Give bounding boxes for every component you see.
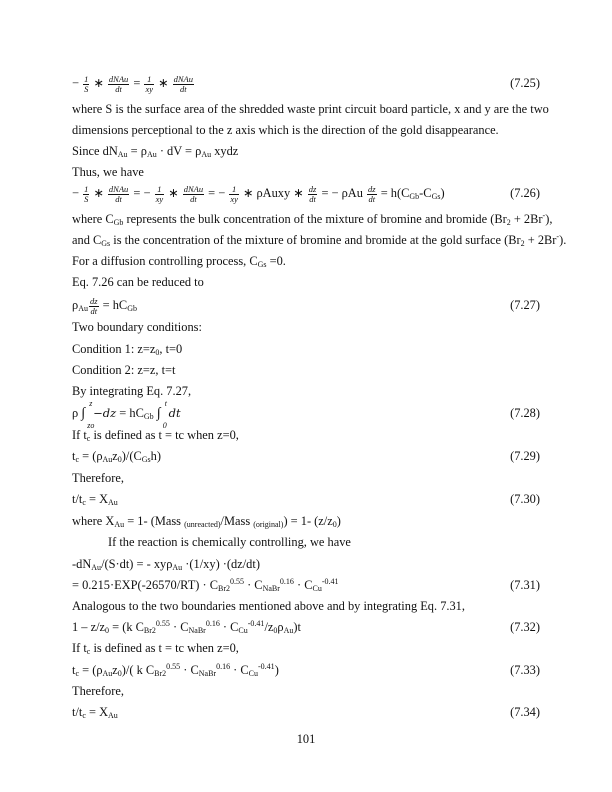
text-segment: · C <box>230 663 249 677</box>
fraction-numerator: dz <box>308 183 317 194</box>
text-segment: = hC <box>99 298 128 312</box>
subscript: Au <box>172 563 183 572</box>
subscript: c <box>82 498 86 507</box>
fraction-numerator: 1 <box>155 185 165 195</box>
fraction-numerator: dNAu <box>108 183 129 194</box>
text-line <box>72 120 540 140</box>
fraction-denominator: dt <box>179 83 187 94</box>
text-segment: where C <box>72 212 114 226</box>
text-segment: )/( k C <box>121 663 155 677</box>
subscript: Au <box>117 150 128 159</box>
integral-sign: ∫ z zo <box>81 399 95 430</box>
text-segment: /Mass <box>220 514 254 528</box>
math-term: dt <box>168 406 181 420</box>
equation-number: (7.30) <box>510 492 540 506</box>
superscript: 0.55 <box>155 619 170 628</box>
equation-number: (7.32) <box>510 620 540 634</box>
text-line <box>72 681 540 701</box>
subscript: Au <box>102 669 113 678</box>
fraction <box>173 75 194 94</box>
fraction <box>229 185 239 204</box>
integral-lower-limit: zo <box>87 421 95 430</box>
equation-line <box>72 183 540 203</box>
equation-line <box>72 702 540 722</box>
text-segment: Thus, we have <box>72 165 144 179</box>
text-segment: − <box>72 186 83 200</box>
subscript: 0 <box>273 626 278 635</box>
subscript: c <box>86 434 91 443</box>
text-segment: ∗ <box>90 186 107 200</box>
text-segment: ρ <box>72 298 79 312</box>
fraction <box>108 75 129 94</box>
text-segment: /z <box>264 620 274 634</box>
equation-number: (7.27) <box>510 298 540 312</box>
subscript: Gs <box>141 455 151 464</box>
integral-upper-limit: t <box>164 399 167 408</box>
text-segment: For a diffusion controlling process, C <box>72 254 258 268</box>
equation-line <box>72 446 540 466</box>
fraction-denominator: xy <box>155 193 164 204</box>
superscript: 0.55 <box>229 577 244 586</box>
superscript: -0.41 <box>247 619 265 628</box>
text-segment: )/(C <box>121 449 142 463</box>
text-segment: = − ρAu <box>318 186 367 200</box>
fraction <box>108 185 129 204</box>
subscript: 0 <box>105 626 110 635</box>
text-segment: represents the bulk concentration of the mixture of bromine and bromide (Br <box>123 212 507 226</box>
subscript: 2 <box>506 218 511 227</box>
subscript: 0 <box>332 520 337 529</box>
integral-sign: ∫ t 0 <box>156 399 167 430</box>
text-segment: = h(C <box>377 186 410 200</box>
text-segment: ) <box>440 186 445 200</box>
equation-number: (7.25) <box>510 76 540 90</box>
fraction-denominator: dt <box>309 193 316 204</box>
subscript: Gb <box>127 304 137 313</box>
fraction-numerator: 1 <box>84 73 89 84</box>
math-term: −dz <box>93 406 117 420</box>
text-segment: h) <box>150 449 161 463</box>
integral-upper-limit: z <box>89 399 93 408</box>
subscript: Gs <box>431 192 441 201</box>
subscript: c <box>86 647 91 656</box>
text-segment: 1 – z/z <box>72 620 106 634</box>
equation-number: (7.33) <box>510 663 540 677</box>
fraction-denominator: S <box>84 83 89 94</box>
text-segment: -dN <box>72 557 92 571</box>
subscript: Au <box>146 150 157 159</box>
equation-number: (7.34) <box>510 705 540 719</box>
text-line <box>72 209 553 229</box>
equation-number: (7.28) <box>510 406 540 420</box>
superscript: -0.41 <box>321 577 339 586</box>
fraction-numerator: dNAu <box>173 73 193 84</box>
text-segment: ∗ <box>155 76 172 90</box>
text-segment: t <box>72 449 76 463</box>
subscript: 0 <box>117 669 122 678</box>
text-segment: = 0.215·EXP(-26570/RT) · C <box>72 578 218 592</box>
text-line <box>72 339 540 359</box>
subscript: c <box>75 669 80 678</box>
text-line <box>72 511 540 531</box>
fraction-numerator: dNAu <box>183 183 204 194</box>
text-segment: and C <box>72 233 102 247</box>
subscript: Gs <box>257 260 267 269</box>
equation-line <box>72 575 540 595</box>
fraction <box>308 185 318 204</box>
text-segment: If t <box>72 428 87 442</box>
text-segment: · dV = ρ <box>156 144 202 158</box>
subscript: (original) <box>253 520 284 529</box>
text-segment: )t <box>293 620 301 634</box>
text-segment: is the concentration of the mixture of bromine and bromide at the gold surface (Br <box>110 233 521 247</box>
fraction <box>144 75 154 94</box>
text-line <box>72 554 540 574</box>
subscript: Gs <box>101 239 111 248</box>
fraction-denominator: S <box>84 193 89 204</box>
text-segment: = ρ <box>127 144 147 158</box>
text-line <box>72 638 540 658</box>
equation-line <box>72 295 540 315</box>
equation-number: (7.29) <box>510 449 540 463</box>
subscript: Gb <box>143 412 154 421</box>
text-segment: · C <box>180 663 199 677</box>
subscript: Gb <box>113 218 124 227</box>
text-segment: ρ <box>72 406 82 420</box>
text-segment: Analogous to the two boundaries mentioned above and by integrating Eq. 7.31, <box>72 599 465 613</box>
subscript: Au <box>102 455 113 464</box>
subscript: Br2 <box>143 626 156 635</box>
fraction-denominator: dt <box>368 193 376 204</box>
text-segment: z <box>112 663 118 677</box>
fraction-denominator: dt <box>115 83 122 94</box>
fraction-numerator: 1 <box>229 185 239 195</box>
superscript: - <box>556 232 560 241</box>
text-segment: t <box>72 663 76 677</box>
superscript: 0.16 <box>279 577 294 586</box>
fraction <box>83 185 89 204</box>
text-segment: = − <box>130 186 154 200</box>
text-segment: ∗ <box>90 76 107 90</box>
fraction <box>367 185 377 204</box>
text-segment: = (ρ <box>79 663 103 677</box>
subscript: Br2 <box>217 584 230 593</box>
text-segment: = <box>130 76 144 90</box>
superscript: 0.16 <box>205 619 220 628</box>
fraction <box>89 297 99 316</box>
text-segment: , t=0 <box>159 342 183 356</box>
fraction <box>183 185 204 204</box>
text-segment: ) = 1- (z/z <box>283 514 333 528</box>
text-segment: Two boundary conditions: <box>72 320 202 334</box>
subscript: Cu <box>238 626 248 635</box>
text-segment: ) <box>274 663 279 677</box>
text-segment: · C <box>243 578 263 592</box>
equation-line <box>72 660 540 680</box>
fraction-denominator: xy <box>145 83 154 94</box>
text-segment: Condition 2: z=z, t=t <box>72 363 176 377</box>
text-segment: is defined as t = tc when z=0, <box>90 641 239 655</box>
subscript: 2 <box>520 239 525 248</box>
page-number: 101 <box>296 732 316 746</box>
fraction-numerator: dz <box>368 183 376 194</box>
text-segment: where X <box>72 514 115 528</box>
text-segment: = − <box>205 186 229 200</box>
subscript: Gb <box>409 192 420 201</box>
text-segment: = hC <box>116 406 144 420</box>
equation-number: (7.31) <box>510 578 540 592</box>
subscript: Au <box>108 498 118 507</box>
text-segment: Therefore, <box>72 684 124 698</box>
text-segment: Condition 1: z=z <box>72 342 156 356</box>
text-segment: + 2Br <box>510 212 543 226</box>
text-line <box>72 317 540 337</box>
text-segment: /(S·dt) = - xyρ <box>101 557 173 571</box>
text-segment: ρ <box>277 620 284 634</box>
text-segment: t/t <box>72 705 83 719</box>
text-segment: -C <box>419 186 432 200</box>
superscript: 0.55 <box>166 662 181 671</box>
text-line <box>72 596 540 616</box>
subscript: Au <box>78 304 88 313</box>
fraction <box>155 185 165 204</box>
text-segment: · C <box>293 578 313 592</box>
text-segment: Eq. 7.26 can be reduced to <box>72 275 204 289</box>
superscript: 0.16 <box>216 662 231 671</box>
text-segment: By integrating Eq. 7.27, <box>72 384 192 398</box>
text-line <box>72 99 549 119</box>
text-segment: z <box>112 449 118 463</box>
subscript: NaBr <box>198 669 217 678</box>
text-segment: ∗ <box>165 186 182 200</box>
text-segment: If the reaction is chemically controlling, we have <box>108 535 351 549</box>
text-line <box>72 251 540 271</box>
subscript: Au <box>201 150 212 159</box>
text-segment: = X <box>85 492 109 506</box>
text-segment: + 2Br <box>524 233 557 247</box>
fraction-denominator: dt <box>90 305 98 316</box>
text-segment: If t <box>72 641 87 655</box>
integral-lower-limit: 0 <box>162 421 167 430</box>
text-segment: =0. <box>266 254 286 268</box>
equation-number: (7.26) <box>510 186 540 200</box>
subscript: Au <box>283 626 294 635</box>
text-segment: = (ρ <box>79 449 103 463</box>
text-line <box>72 230 567 250</box>
subscript: NaBr <box>188 626 206 635</box>
fraction-denominator: dt <box>190 193 197 204</box>
text-segment: ). <box>559 233 567 247</box>
text-segment: ) <box>336 514 341 528</box>
text-segment: ·(1/xy) ·(dz/dt) <box>182 557 260 571</box>
subscript: c <box>82 711 86 720</box>
equation-line <box>72 399 540 430</box>
subscript: Au <box>91 563 102 572</box>
text-segment: is defined as t = tc when z=0, <box>90 428 239 442</box>
text-segment: · C <box>219 620 239 634</box>
text-line <box>72 162 540 182</box>
text-line <box>72 468 540 488</box>
text-line <box>72 141 540 161</box>
subscript: Au <box>114 520 125 529</box>
text-line <box>108 532 540 552</box>
fraction <box>83 75 89 94</box>
subscript: Au <box>108 711 118 720</box>
fraction-numerator: 1 <box>84 183 89 194</box>
text-segment: − <box>72 76 83 90</box>
text-segment: · C <box>169 620 189 634</box>
text-line <box>72 425 540 445</box>
text-segment: t/t <box>72 492 83 506</box>
equation-line <box>72 489 540 509</box>
fraction-denominator: xy <box>230 193 238 204</box>
text-line <box>72 381 540 401</box>
subscript: 0 <box>155 348 160 357</box>
text-segment: Since dN <box>72 144 118 158</box>
fraction-numerator: dNAu <box>108 73 129 84</box>
fraction-numerator: dz <box>89 295 98 306</box>
fraction-denominator: dt <box>115 193 122 204</box>
text-segment: Therefore, <box>72 471 124 485</box>
subscript: 0 <box>117 455 122 464</box>
subscript: c <box>75 455 80 464</box>
text-segment: where S is the surface area of the shredded waste print circuit board particle, x and y are the two <box>72 102 549 116</box>
text-line <box>72 360 540 380</box>
fraction-numerator: 1 <box>144 75 154 85</box>
subscript: (unreacted) <box>184 520 221 529</box>
text-segment: xydz <box>211 144 239 158</box>
subscript: NaBr <box>262 584 280 593</box>
text-segment: dimensions perceptional to the z axis which is the direction of the gold disappearance. <box>72 123 499 137</box>
text-segment: = (k C <box>109 620 144 634</box>
equation-line <box>72 73 540 93</box>
superscript: - <box>542 211 546 220</box>
subscript: Br2 <box>154 669 167 678</box>
text-segment: = 1- (Mass <box>124 514 185 528</box>
equation-line <box>72 617 540 637</box>
subscript: Cu <box>248 669 259 678</box>
text-segment: ), <box>545 212 553 226</box>
superscript: -0.41 <box>258 662 275 671</box>
text-segment: = X <box>85 705 109 719</box>
text-segment: ∗ ρAuxy ∗ <box>239 186 307 200</box>
text-line <box>72 272 540 292</box>
subscript: Cu <box>312 584 322 593</box>
